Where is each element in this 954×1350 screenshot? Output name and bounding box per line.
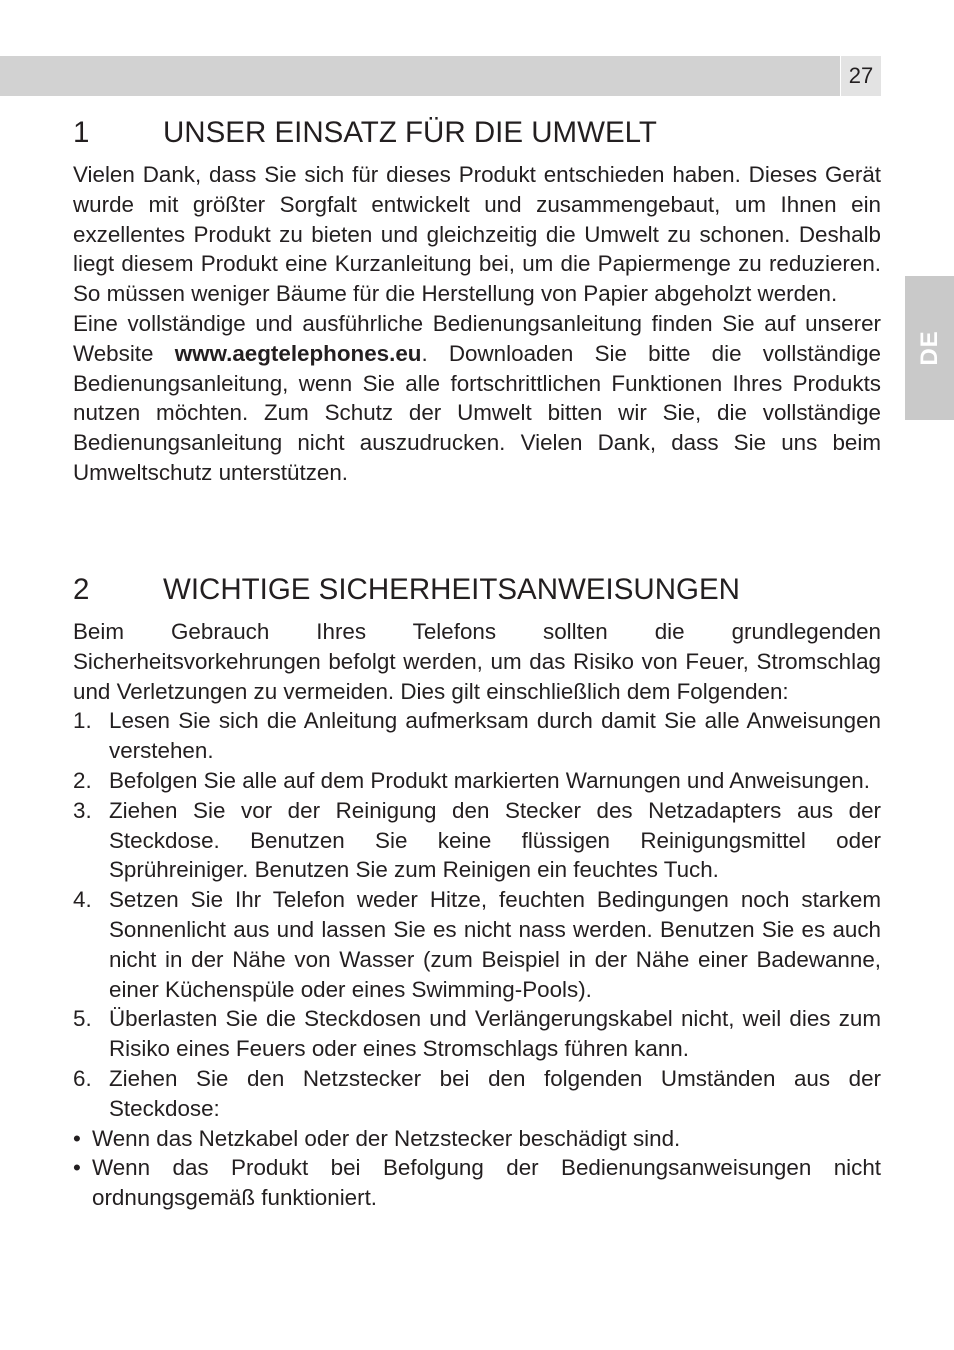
bullet-item: [73, 1124, 881, 1154]
section-1-paragraph-1: Vielen Dank, dass Sie sich für dieses Produkt entschieden haben. Dieses Gerät wurde mit größter Sorgfalt entwickelt und zusammengebaut, um Ihnen ein exzellentes Produkt zu bieten und gleichzeitig die Umwelt zu schonen. Deshalb liegt diesem Produkt eine Kurzanleitung bei, um die Papiermenge zu reduzieren. So müssen weniger Bäume für die Herstellung von Papier abgeholzt werden.: [73, 162, 881, 307]
page-number: 27: [841, 56, 881, 96]
list-item: [73, 1064, 881, 1124]
list-item-number: 6.: [73, 1065, 92, 1091]
section-1-number: 1: [73, 116, 90, 149]
circumstances-bullet-list: [73, 1124, 881, 1213]
section-2-body: [73, 617, 881, 1213]
list-item-number: 5.: [73, 1006, 92, 1032]
section-2-intro: Beim Gebrauch Ihres Telefons sollten die grundlegenden Sicherheitsvorkehrungen befolgt werden, um das Risiko von Feuer, Stromschlag und Verletzungen zu vermeiden. Dies gilt einschließlich dem Folgenden:: [73, 619, 881, 704]
list-item-text: Lesen Sie sich die Anleitung aufmerksam durch damit Sie alle Anweisungen verstehen.: [109, 708, 881, 764]
bullet-icon: •: [73, 1155, 81, 1181]
list-item: [73, 766, 881, 796]
list-item-text: Ziehen Sie den Netzstecker bei den folgenden Umständen aus der Steckdose:: [109, 1065, 881, 1121]
section-2-number: 2: [73, 573, 90, 606]
bullet-item: [73, 1153, 881, 1213]
list-item: [73, 885, 881, 1004]
list-item-number: 2.: [73, 767, 92, 793]
bullet-item-text: Wenn das Produkt bei Befolgung der Bedienungsanweisungen nicht ordnungsgemäß funktioniert.: [92, 1155, 881, 1211]
section-2-heading: [73, 572, 881, 608]
list-item-text: Überlasten Sie die Steckdosen und Verlängerungskabel nicht, weil dies zum Risiko eines Feuers oder eines Stromschlags führen kann.: [109, 1006, 881, 1062]
language-tab-label: DE: [915, 330, 943, 366]
language-tab: [905, 276, 954, 420]
bullet-item-text: Wenn das Netzkabel oder der Netzstecker beschädigt sind.: [92, 1125, 681, 1151]
section-1-paragraph-2: [73, 309, 881, 488]
paragraph-2-text-before: Eine vollständige und ausführliche Bedienungsanleitung finden Sie auf unserer Website: [73, 310, 881, 366]
section-1-body: [73, 160, 881, 488]
list-item-text: Setzen Sie Ihr Telefon weder Hitze, feuchten Bedingungen noch starkem Sonnenlicht aus und lassen Sie es nicht nass werden. Benutzen Sie es auch nicht in der Nähe von Wasser (zum Beispiel in der Nähe einer Badewanne, einer Küchenspüle oder eines Swimming-Pools).: [109, 887, 881, 1002]
bullet-icon: •: [73, 1125, 81, 1151]
list-item: [73, 1004, 881, 1064]
list-item-number: 4.: [73, 887, 92, 913]
safety-steps-list: [73, 706, 881, 1123]
list-item: [73, 796, 881, 885]
section-2-title: WICHTIGE SICHERHEITSANWEISUNGEN: [163, 573, 740, 606]
paragraph-2-text-after: . Downloaden Sie bitte die vollständige Bedienungsanleitung, wenn Sie alle fortschrittlichen Funktionen Ihres Produkts nutzen möchten. Zum Schutz der Umwelt bitten wir Sie, die vollständige Bedienungsanleitung nicht auszudrucken. Vielen Dank, dass Sie uns beim Umweltschutz unterstützen.: [73, 340, 881, 485]
list-item-text: Ziehen Sie vor der Reinigung den Stecker des Netzadapters aus der Steckdose. Benutzen Sie keine flüssigen Reinigungsmittel oder Sprühreiniger. Benutzen Sie zum Reinigen ein feuchtes Tuch.: [109, 797, 881, 883]
section-1-heading: [73, 115, 881, 151]
list-item-number: 1.: [73, 708, 92, 734]
list-item-number: 3.: [73, 797, 92, 823]
section-1-title: UNSER EINSATZ FÜR DIE UMWELT: [163, 116, 657, 149]
list-item: [73, 706, 881, 766]
header-bar: [0, 56, 840, 96]
website-link[interactable]: www.aegtelephones.eu: [174, 340, 422, 366]
list-item-text: Befolgen Sie alle auf dem Produkt markierten Warnungen und Anweisungen.: [109, 767, 870, 793]
